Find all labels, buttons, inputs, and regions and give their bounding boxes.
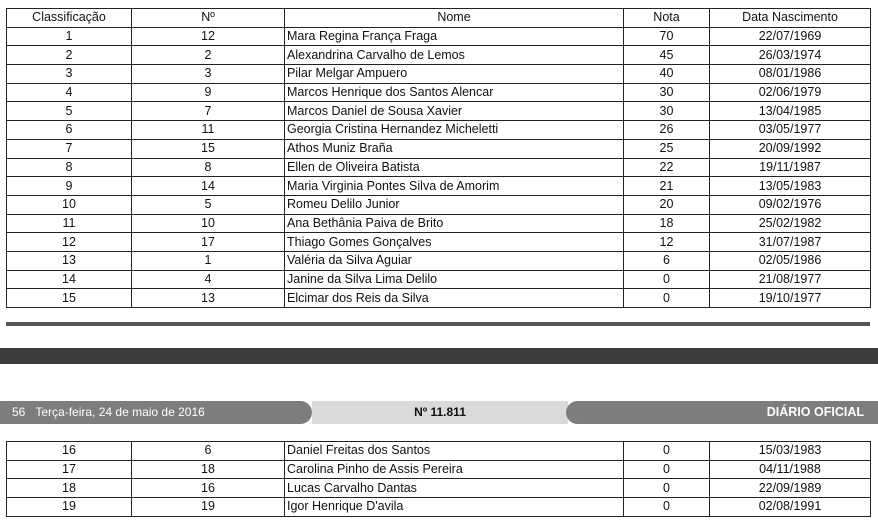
name-cell: Thiago Gomes Gonçalves [285, 233, 624, 252]
name-cell: Georgia Cristina Hernandez Micheletti [285, 121, 624, 140]
number-cell: 9 [132, 83, 285, 102]
name-cell: Elcimar dos Reis da Silva [285, 289, 624, 308]
name-cell: Marcos Henrique dos Santos Alencar [285, 83, 624, 102]
number-cell: 4 [132, 270, 285, 289]
number-cell: 19 [132, 498, 285, 517]
name-cell: Alexandrina Carvalho de Lemos [285, 46, 624, 65]
name-cell: Daniel Freitas dos Santos [285, 442, 624, 461]
table-row [7, 102, 871, 121]
name-cell: Igor Henrique D'avila [285, 498, 624, 517]
table-row [7, 442, 871, 461]
rank-cell: 4 [7, 83, 132, 102]
score-cell: 0 [624, 289, 710, 308]
table-row [7, 214, 871, 233]
score-cell: 30 [624, 102, 710, 121]
birthdate-cell: 26/03/1974 [710, 46, 871, 65]
birthdate-cell: 19/11/1987 [710, 158, 871, 177]
publication-name: DIÁRIO OFICIAL [766, 405, 864, 419]
table-row [7, 460, 871, 479]
number-cell: 7 [132, 102, 285, 121]
score-cell: 0 [624, 442, 710, 461]
birthdate-cell: 19/10/1977 [710, 289, 871, 308]
table-row [7, 158, 871, 177]
name-cell: Mara Regina França Fraga [285, 27, 624, 46]
table-row [7, 46, 871, 65]
birthdate-cell: 08/01/1986 [710, 65, 871, 84]
issue-number: Nº 11.811 [414, 405, 466, 419]
birthdate-cell: 02/05/1986 [710, 251, 871, 270]
rank-cell: 6 [7, 121, 132, 140]
rank-cell: 19 [7, 498, 132, 517]
number-cell: 1 [132, 251, 285, 270]
page-date: Terça-feira, 24 de maio de 2016 [35, 405, 205, 419]
rank-cell: 9 [7, 177, 132, 196]
page-header-center [312, 401, 568, 424]
column-header: Nota [624, 9, 710, 28]
birthdate-cell: 25/02/1982 [710, 214, 871, 233]
table-row [7, 233, 871, 252]
rank-cell: 11 [7, 214, 132, 233]
rank-cell: 15 [7, 289, 132, 308]
name-cell: Lucas Carvalho Dantas [285, 479, 624, 498]
rank-cell: 12 [7, 233, 132, 252]
birthdate-cell: 20/09/1992 [710, 139, 871, 158]
name-cell: Pilar Melgar Ampuero [285, 65, 624, 84]
score-cell: 70 [624, 27, 710, 46]
header-row [7, 9, 871, 28]
score-cell: 25 [624, 139, 710, 158]
score-cell: 21 [624, 177, 710, 196]
section-divider [6, 322, 870, 326]
name-cell: Romeu Delilo Junior [285, 195, 624, 214]
rank-cell: 8 [7, 158, 132, 177]
name-cell: Maria Virginia Pontes Silva de Amorim [285, 177, 624, 196]
birthdate-cell: 22/07/1969 [710, 27, 871, 46]
score-cell: 18 [624, 214, 710, 233]
score-cell: 30 [624, 83, 710, 102]
score-cell: 6 [624, 251, 710, 270]
birthdate-cell: 13/05/1983 [710, 177, 871, 196]
table-row [7, 498, 871, 517]
rank-cell: 5 [7, 102, 132, 121]
birthdate-cell: 04/11/1988 [710, 460, 871, 479]
number-cell: 13 [132, 289, 285, 308]
score-cell: 26 [624, 121, 710, 140]
number-cell: 5 [132, 195, 285, 214]
rank-cell: 1 [7, 27, 132, 46]
rank-cell: 10 [7, 195, 132, 214]
rank-cell: 13 [7, 251, 132, 270]
rank-cell: 14 [7, 270, 132, 289]
column-header: Nº [132, 9, 285, 28]
number-cell: 12 [132, 27, 285, 46]
birthdate-cell: 22/09/1989 [710, 479, 871, 498]
table-row [7, 195, 871, 214]
score-cell: 12 [624, 233, 710, 252]
number-cell: 2 [132, 46, 285, 65]
score-cell: 20 [624, 195, 710, 214]
page-header [0, 401, 878, 424]
number-cell: 3 [132, 65, 285, 84]
table-row [7, 65, 871, 84]
birthdate-cell: 02/08/1991 [710, 498, 871, 517]
birthdate-cell: 03/05/1977 [710, 121, 871, 140]
page-header-right [566, 401, 878, 424]
number-cell: 17 [132, 233, 285, 252]
rank-cell: 3 [7, 65, 132, 84]
birthdate-cell: 15/03/1983 [710, 442, 871, 461]
birthdate-cell: 31/07/1987 [710, 233, 871, 252]
name-cell: Ellen de Oliveira Batista [285, 158, 624, 177]
table-row [7, 27, 871, 46]
column-header: Nome [285, 9, 624, 28]
classification-table [6, 8, 871, 308]
column-header: Classificação [7, 9, 132, 28]
table-row [7, 289, 871, 308]
classification-table-continued [6, 441, 871, 517]
score-cell: 0 [624, 460, 710, 479]
rank-cell: 16 [7, 442, 132, 461]
score-cell: 45 [624, 46, 710, 65]
rank-cell: 7 [7, 139, 132, 158]
rank-cell: 2 [7, 46, 132, 65]
name-cell: Carolina Pinho de Assis Pereira [285, 460, 624, 479]
number-cell: 18 [132, 460, 285, 479]
score-cell: 0 [624, 498, 710, 517]
number-cell: 11 [132, 121, 285, 140]
table-row [7, 479, 871, 498]
score-cell: 22 [624, 158, 710, 177]
birthdate-cell: 21/08/1977 [710, 270, 871, 289]
page-number: 56 [12, 405, 26, 419]
table-row [7, 251, 871, 270]
page-header-left [0, 401, 312, 424]
table-row [7, 139, 871, 158]
rank-cell: 18 [7, 479, 132, 498]
score-cell: 40 [624, 65, 710, 84]
table-row [7, 121, 871, 140]
score-cell: 0 [624, 270, 710, 289]
number-cell: 6 [132, 442, 285, 461]
number-cell: 15 [132, 139, 285, 158]
table-row [7, 177, 871, 196]
birthdate-cell: 09/02/1976 [710, 195, 871, 214]
score-cell: 0 [624, 479, 710, 498]
table-row [7, 83, 871, 102]
column-header: Data Nascimento [710, 9, 871, 28]
table-row [7, 270, 871, 289]
name-cell: Athos Muniz Braña [285, 139, 624, 158]
birthdate-cell: 02/06/1979 [710, 83, 871, 102]
name-cell: Valéria da Silva Aguiar [285, 251, 624, 270]
rank-cell: 17 [7, 460, 132, 479]
name-cell: Janine da Silva Lima Delilo [285, 270, 624, 289]
number-cell: 16 [132, 479, 285, 498]
birthdate-cell: 13/04/1985 [710, 102, 871, 121]
name-cell: Ana Bethânia Paiva de Brito [285, 214, 624, 233]
number-cell: 14 [132, 177, 285, 196]
number-cell: 8 [132, 158, 285, 177]
number-cell: 10 [132, 214, 285, 233]
page-break-band [0, 348, 878, 364]
name-cell: Marcos Daniel de Sousa Xavier [285, 102, 624, 121]
